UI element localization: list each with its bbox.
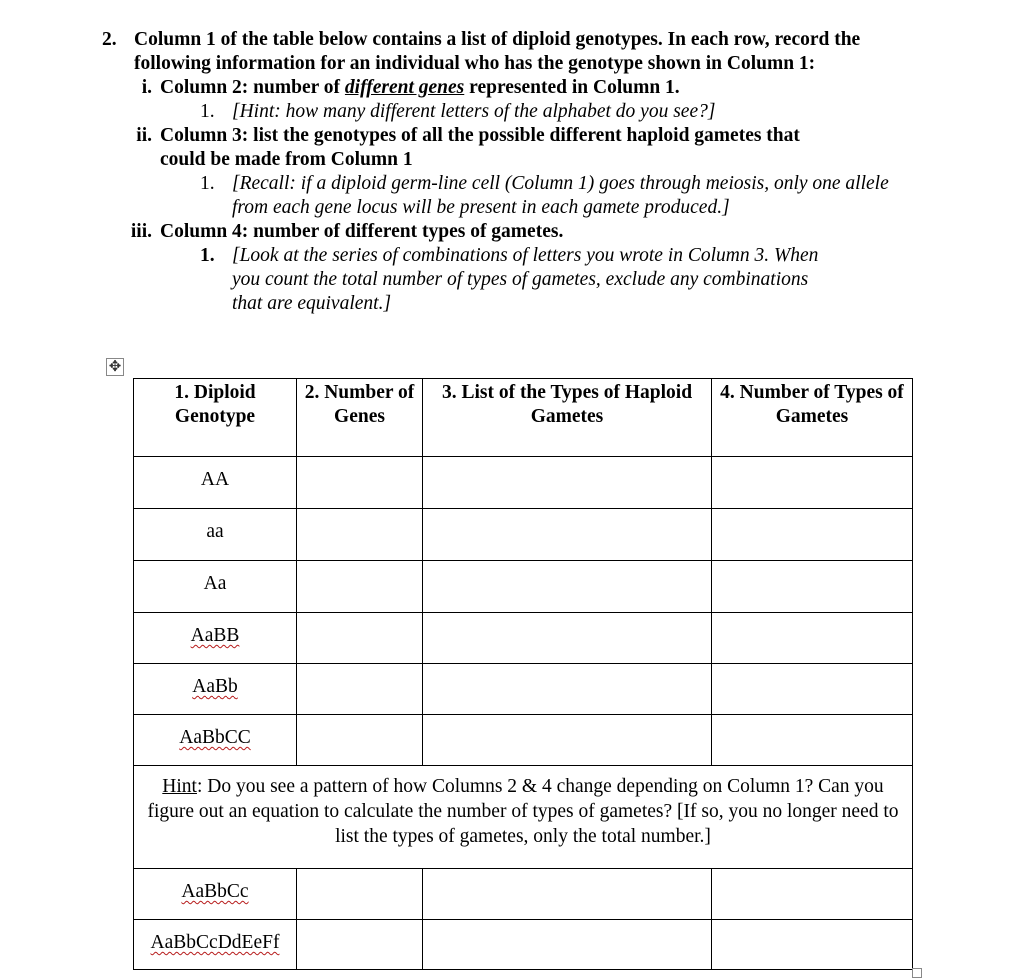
- item-iii-numeral: iii.: [130, 221, 152, 242]
- genotype-text: AaBbCcDdEeFf: [150, 932, 280, 953]
- answer-cell-genes[interactable]: [297, 664, 423, 715]
- item-i-numeral: i.: [141, 77, 152, 98]
- question-number: 2.: [102, 29, 117, 50]
- item-iii-sub-text: [Look at the series of combinations of letters you wrote in Column 3. When you count the total number of types of gametes, exclude any combinations that are equivalent.]: [232, 245, 819, 314]
- genotype-cell: Aa: [134, 561, 297, 613]
- item-ii-sub-text: [Recall: if a diploid germ-line cell (Column 1) goes through meiosis, only one allele from each gene locus will be present in each gamete produced.]: [232, 173, 889, 218]
- item-iii-sub: [200, 244, 902, 316]
- answer-cell-types[interactable]: [712, 715, 913, 766]
- question-intro: [102, 28, 902, 76]
- answer-cell-gametes[interactable]: [423, 509, 712, 561]
- item-i-sub-text: [Hint: how many different letters of the alphabet do you see?]: [232, 101, 716, 122]
- answer-cell-gametes[interactable]: [423, 869, 712, 920]
- answer-cell-gametes[interactable]: [423, 561, 712, 613]
- answer-cell-gametes[interactable]: [423, 715, 712, 766]
- answer-cell-gametes[interactable]: [423, 920, 712, 970]
- table-row: [134, 715, 913, 766]
- genotype-cell: [134, 664, 297, 715]
- answer-cell-genes[interactable]: [297, 869, 423, 920]
- genotype-table: [133, 378, 913, 970]
- answer-cell-types[interactable]: [712, 613, 913, 664]
- genotype-text: AaBbCc: [181, 881, 249, 902]
- header-haploid-gametes: 3. List of the Types of Haploid Gametes: [423, 379, 712, 457]
- header-number-of-genes: 2. Number of Genes: [297, 379, 423, 457]
- table-row: [134, 869, 913, 920]
- item-iii-text: Column 4: number of different types of gametes.: [160, 221, 564, 242]
- item-ii-sub: [200, 172, 902, 220]
- item-ii-sub-number: 1.: [200, 173, 215, 194]
- item-ii-text: Column 3: list the genotypes of all the possible different haploid gametes that could be made from Column 1: [160, 125, 800, 170]
- answer-cell-gametes[interactable]: [423, 457, 712, 509]
- answer-cell-genes[interactable]: [297, 561, 423, 613]
- genotype-cell: [134, 920, 297, 970]
- move-handle-icon[interactable]: ✥: [106, 358, 124, 376]
- hint-row: [134, 766, 913, 869]
- genotype-cell: [134, 869, 297, 920]
- question-intro-text: Column 1 of the table below contains a list of diploid genotypes. In each row, record the following information for an individual who has the genotype shown in Column 1:: [134, 29, 861, 74]
- header-number-of-gamete-types: 4. Number of Types of Gametes: [712, 379, 913, 457]
- genotype-text: AaBB: [190, 625, 240, 646]
- answer-cell-types[interactable]: [712, 509, 913, 561]
- item-ii-numeral: ii.: [136, 125, 152, 146]
- answer-cell-genes[interactable]: [297, 920, 423, 970]
- item-iii: [120, 220, 902, 244]
- genotype-cell: [134, 715, 297, 766]
- item-ii: [130, 124, 902, 172]
- table-row: [134, 613, 913, 664]
- answer-cell-types[interactable]: [712, 920, 913, 970]
- item-i-sub-number: 1.: [200, 101, 215, 122]
- table-resize-handle[interactable]: [912, 968, 922, 978]
- table-row: [134, 509, 913, 561]
- header-diploid-genotype: 1. Diploid Genotype: [134, 379, 297, 457]
- answer-cell-types[interactable]: [712, 869, 913, 920]
- item-i: [130, 76, 902, 100]
- table-row: [134, 920, 913, 970]
- answer-cell-genes[interactable]: [297, 457, 423, 509]
- answer-cell-genes[interactable]: [297, 715, 423, 766]
- answer-cell-types[interactable]: [712, 457, 913, 509]
- answer-cell-genes[interactable]: [297, 509, 423, 561]
- hint-label: Hint: [162, 776, 197, 797]
- hint-text: : Do you see a pattern of how Columns 2 & 4 change depending on Column 1? Can you figure out an equation to calculate the number of types of gametes? [If so, you no longer need to list the types of gametes, only the total number.]: [147, 776, 899, 847]
- genotype-text: AaBbCC: [179, 727, 251, 748]
- genotype-cell: AA: [134, 457, 297, 509]
- genotype-cell: aa: [134, 509, 297, 561]
- question-block: [102, 28, 902, 316]
- genotype-cell: [134, 613, 297, 664]
- genotype-text: AaBb: [192, 676, 238, 697]
- table-row: [134, 457, 913, 509]
- answer-cell-types[interactable]: [712, 664, 913, 715]
- hint-cell: [134, 766, 913, 869]
- answer-cell-types[interactable]: [712, 561, 913, 613]
- item-i-sub: [200, 100, 902, 124]
- different-genes-emphasis: different genes: [344, 77, 465, 98]
- answer-cell-gametes[interactable]: [423, 613, 712, 664]
- item-i-text: Column 2: number of different genes represented in Column 1.: [160, 77, 680, 98]
- item-iii-sub-number: 1.: [200, 245, 215, 266]
- answer-cell-gametes[interactable]: [423, 664, 712, 715]
- table-row: [134, 561, 913, 613]
- answer-cell-genes[interactable]: [297, 613, 423, 664]
- table-header-row: [134, 379, 913, 457]
- table-row: [134, 664, 913, 715]
